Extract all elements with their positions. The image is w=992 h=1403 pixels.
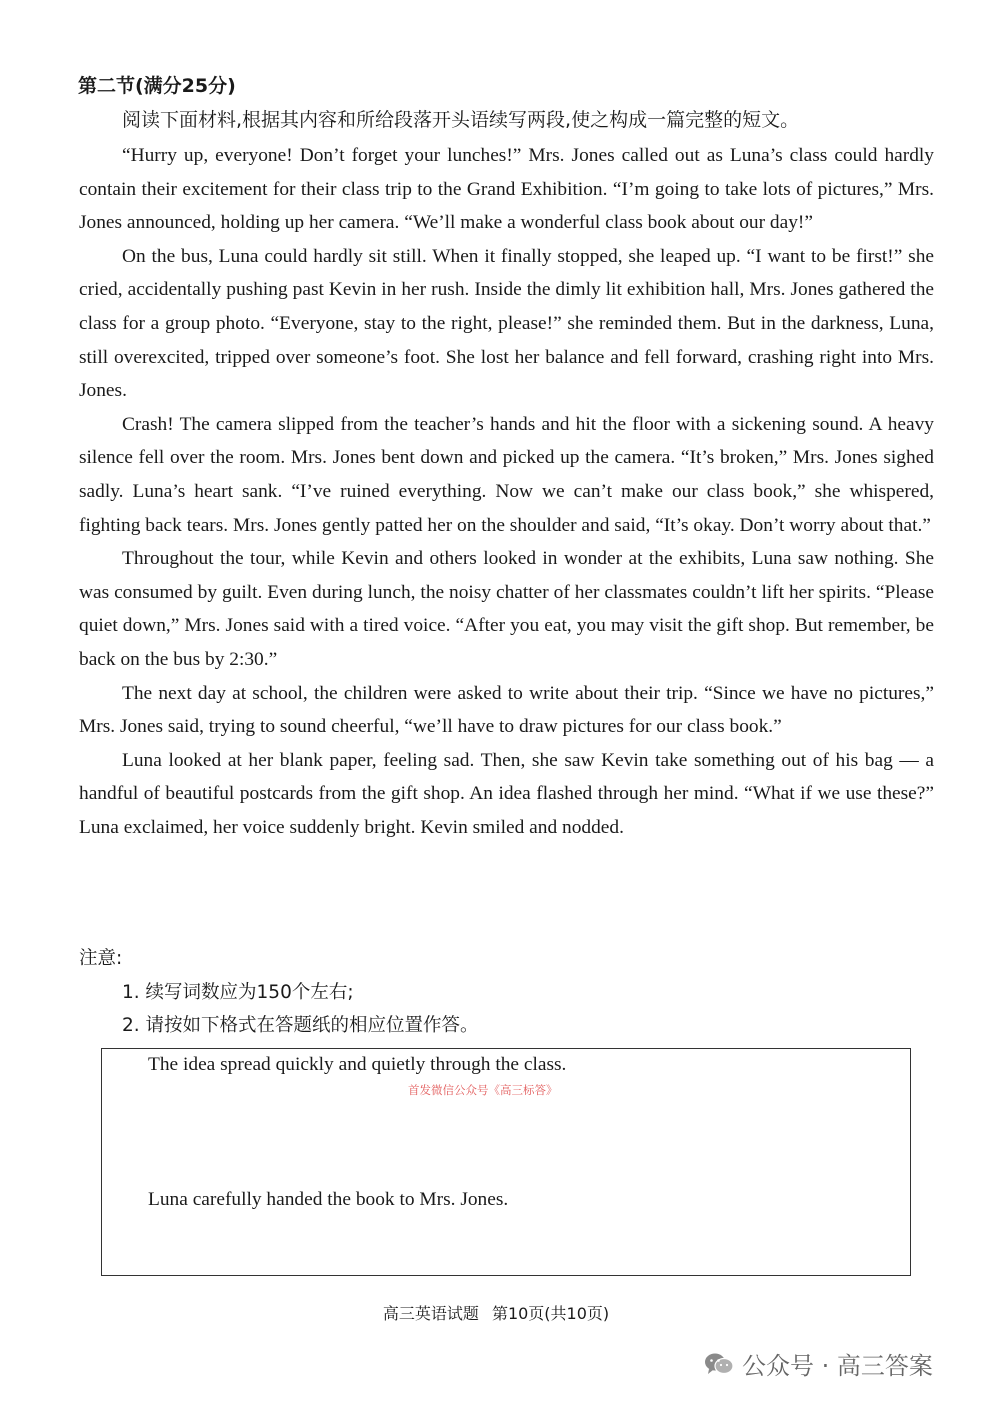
notes-section — [79, 942, 899, 1043]
story-paragraph: On the bus, Luna could hardly sit still. When it finally stopped, she leaped up. “I want to be first!” she cried, accidentally pushing past Kevin in her rush. Inside the dimly lit exhibition hall, Mrs. Jones gathered the class for a group photo. “Everyone, stay to the right, please!” she reminded them. But in the darkness, Luna, still overexcited, tripped over someone’s foot. She lost her balance and fell forward, crashing right into Mrs. Jones. — [79, 245, 934, 402]
brand-watermark — [704, 1346, 933, 1381]
footer-subject: 高三英语试题 — [382, 1304, 479, 1323]
story-paragraph: Luna looked at her blank paper, feeling sad. Then, she saw Kevin take something out of his bag — a handful of beautiful postcards from the gift shop. An idea flashed through her mind. “What if we use these?” Luna exclaimed, her voice suddenly bright. Kevin smiled and nodded. — [79, 749, 934, 838]
answer-box-second-line: Luna carefully handed the book to Mrs. Jones. — [148, 1189, 509, 1210]
section-heading: 第二节(满分25分) — [78, 75, 236, 97]
footer-page-number: 第10页(共10页) — [491, 1304, 610, 1323]
notes-heading: 注意: — [79, 948, 123, 969]
story-paragraph: Throughout the tour, while Kevin and others looked in wonder at the exhibits, Luna saw nothing. She was consumed by guilt. Even during lunch, the noisy chatter of her classmates couldn’t lift her spirits. “Please quiet down,” Mrs. Jones said with a tired voice. “After you eat, you may visit the gift shop. But remember, be back on the bus by 2:30.” — [79, 548, 934, 670]
story-paragraph: Crash! The camera slipped from the teacher’s hands and hit the floor with a sickening sound. A heavy silence fell over the room. Mrs. Jones bent down and picked up the camera. “It’s broken,” Mrs. Jones sighed sadly. Luna’s heart sank. “I’ve ruined everything. Now we can’t make our class book,” she whispered, fighting back tears. Mrs. Jones gently patted her on the shoulder and said, “It’s okay. Don’t worry about that.” — [79, 413, 934, 536]
answer-box — [101, 1048, 911, 1276]
note-item: 2. 请按如下格式在答题纸的相应位置作答。 — [122, 1015, 479, 1036]
story-passage — [79, 139, 934, 844]
instruction-text: 阅读下面材料,根据其内容和所给段落开头语续写两段,使之构成一篇完整的短文。 — [122, 109, 800, 131]
note-item: 1. 续写词数应为150个左右; — [122, 981, 354, 1003]
page-footer — [0, 1302, 992, 1326]
story-paragraph: “Hurry up, everyone! Don’t forget your lunches!” Mrs. Jones called out as Luna’s class could hardly contain their excitement for their class trip to the Grand Exhibition. “I’m going to take lots of pictures,” Mrs. Jones announced, holding up her camera. “We’ll make a wonderful class book about our day!” — [79, 145, 934, 234]
story-paragraph: The next day at school, the children were asked to write about their trip. “Since we have no pictures,” Mrs. Jones said, trying to sound cheerful, “we’ll have to draw pictures for our class book.” — [79, 682, 934, 738]
answer-box-first-line: The idea spread quickly and quietly through the class. — [148, 1054, 567, 1075]
wechat-icon — [704, 1352, 734, 1376]
watermark-text: 首发微信公众号《高三标答》 — [408, 1083, 558, 1097]
brand-text: 公众号 · 高三答案 — [742, 1352, 933, 1380]
